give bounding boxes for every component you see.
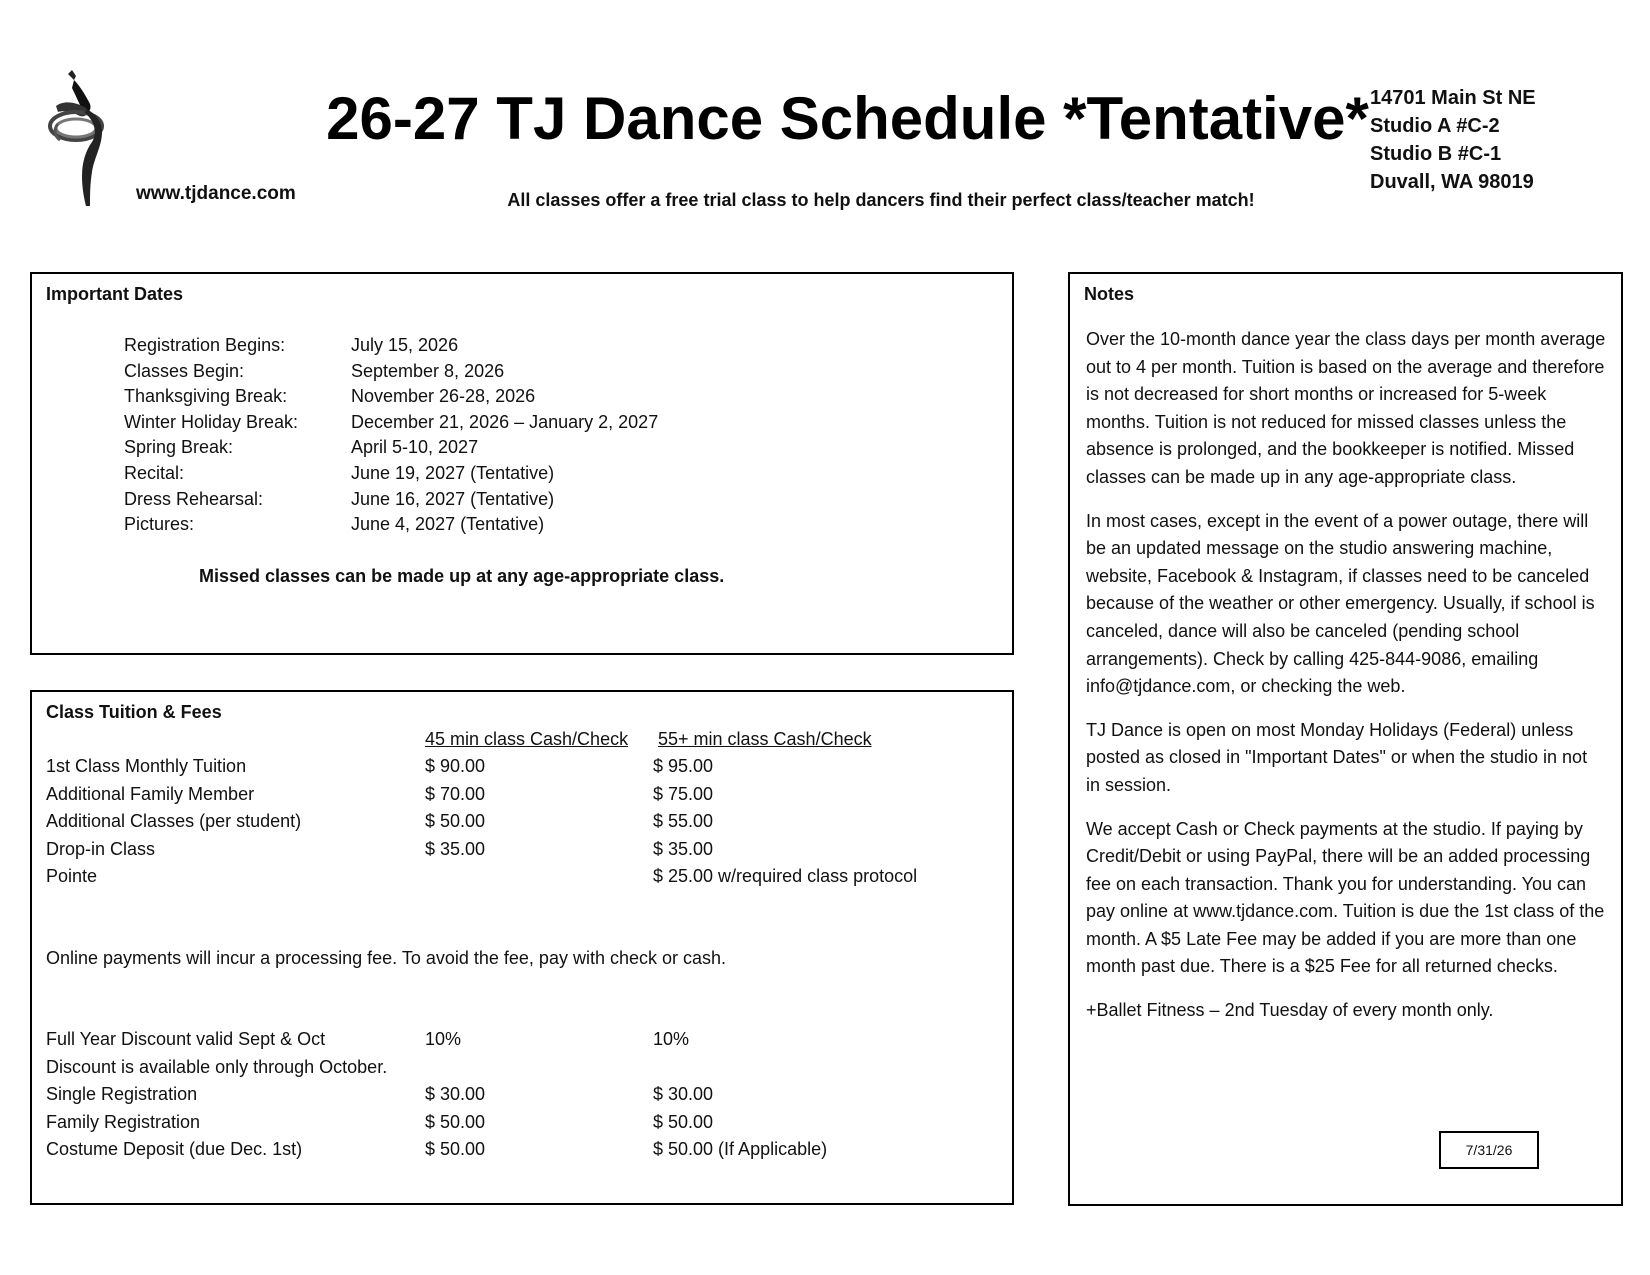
date-value: November 26-28, 2026 xyxy=(351,386,536,407)
fee-45min: $ 50.00 xyxy=(425,811,486,831)
fee-45min: $ 30.00 xyxy=(425,1084,486,1104)
tuition-row xyxy=(46,756,996,782)
date-label: Dress Rehearsal: xyxy=(124,488,264,509)
notes-panel xyxy=(1068,272,1623,1206)
date-label: Winter Holiday Break: xyxy=(124,411,299,432)
page-title: 26-27 TJ Dance Schedule *Tentative* xyxy=(326,85,1369,152)
tuition-heading: Class Tuition & Fees xyxy=(46,702,222,722)
tuition-row xyxy=(46,839,996,865)
tuition-column-headers xyxy=(46,729,996,755)
fee-55min: $ 55.00 xyxy=(653,811,714,831)
notes-paragraph: TJ Dance is open on most Monday Holidays (Federal) unless posted as closed in "Important Dates" or when the studio in not in session. xyxy=(1086,719,1588,795)
address-line: Studio A #C-2 xyxy=(1370,115,1500,137)
fee-label: Drop-in Class xyxy=(46,838,156,859)
date-label: Thanksgiving Break: xyxy=(124,386,288,407)
notes-heading: Notes xyxy=(1084,284,1135,304)
fee-row xyxy=(46,1112,996,1138)
date-row xyxy=(124,386,984,412)
tuition-row xyxy=(46,784,996,810)
date-label: Recital: xyxy=(124,463,185,483)
date-value: July 15, 2026 xyxy=(351,335,459,355)
important-dates-panel xyxy=(30,272,1014,655)
date-value: September 8, 2026 xyxy=(351,360,505,381)
online-payment-note: Online payments will incur a processing fee. To avoid the fee, pay with check or cash. xyxy=(46,948,727,968)
fee-55min: 10% xyxy=(653,1029,690,1049)
date-value: April 5-10, 2027 xyxy=(351,437,479,458)
address-line: Duvall, WA 98019 xyxy=(1370,171,1534,193)
fee-label: Family Registration xyxy=(46,1111,201,1132)
column-header-45min: 45 min class Cash/Check xyxy=(425,729,629,749)
fee-label: Additional Classes (per student) xyxy=(46,811,302,831)
date-row xyxy=(124,463,984,489)
date-row xyxy=(124,489,984,515)
fee-55min: $ 95.00 xyxy=(653,756,714,776)
date-value: June 4, 2027 (Tentative) xyxy=(351,514,545,535)
fee-45min: $ 70.00 xyxy=(425,783,486,804)
fee-label: 1st Class Monthly Tuition xyxy=(46,756,247,776)
date-value: December 21, 2026 – January 2, 2027 xyxy=(351,411,659,432)
missed-classes-note: Missed classes can be made up at any age-appropriate class. xyxy=(199,566,725,586)
fee-45min: $ 50.00 xyxy=(425,1111,486,1132)
fee-row xyxy=(46,1139,996,1165)
fee-55min: $ 35.00 xyxy=(653,838,714,859)
address-line: Studio B #C-1 xyxy=(1370,143,1502,165)
date-label: Pictures: xyxy=(124,514,195,535)
notes-paragraph: +Ballet Fitness – 2nd Tuesday of every month only. xyxy=(1086,1000,1494,1021)
column-header-55min: 55+ min class Cash/Check xyxy=(658,729,872,749)
fee-label: Full Year Discount valid Sept & Oct xyxy=(46,1029,326,1049)
date-row xyxy=(124,437,984,463)
date-row xyxy=(124,335,984,361)
date-label: Spring Break: xyxy=(124,437,234,458)
fee-45min: $ 90.00 xyxy=(425,756,486,776)
fee-45min: $ 50.00 xyxy=(425,1139,486,1159)
fee-label: Pointe xyxy=(46,866,98,886)
tuition-row xyxy=(46,866,996,892)
fee-label: Costume Deposit (due Dec. 1st) xyxy=(46,1139,303,1159)
date-label: Registration Begins: xyxy=(124,335,286,355)
fee-row xyxy=(46,1084,996,1110)
date-stamp: 7/31/26 xyxy=(1439,1131,1539,1169)
notes-paragraph: We accept Cash or Check payments at the studio. If paying by Credit/Debit or using PayPal, there will be an added processing fee on each transaction. Thank you for understanding. You can pay online at www.tjdance.com. Tuition is due the 1st class of the month. A $5 Late Fee may be added if you are more than one month past due. There is a $25 Fee for all returned checks. xyxy=(1086,818,1605,977)
notes-paragraph: In most cases, except in the event of a power outage, there will be an updated message on the studio answering machine, website, Facebook & Instagram, if classes need to be canceled because of the weather or other emergency. Usually, if school is canceled, dance will also be canceled (pending school arrangements). Check by calling 425-844-9086, emailing info@tjdance.com, or checking the web. xyxy=(1086,510,1595,697)
fee-55min: $ 50.00 xyxy=(653,1111,714,1132)
date-row xyxy=(124,514,984,540)
date-value: June 16, 2027 (Tentative) xyxy=(351,488,555,509)
tagline: All classes offer a free trial class to help dancers find their perfect class/teacher match! xyxy=(507,190,1255,210)
fee-45min: 10% xyxy=(425,1029,462,1049)
fee-label: Additional Family Member xyxy=(46,783,255,804)
fee-55min: $ 75.00 xyxy=(653,783,714,804)
tuition-panel xyxy=(30,690,1014,1205)
important-dates-heading: Important Dates xyxy=(46,284,184,304)
fee-55min: $ 25.00 w/required class protocol xyxy=(653,866,918,886)
fee-45min: $ 35.00 xyxy=(425,838,486,859)
date-value: June 19, 2027 (Tentative) xyxy=(351,463,555,483)
date-label: Classes Begin: xyxy=(124,360,245,381)
studio-address xyxy=(1370,84,1536,196)
date-row xyxy=(124,361,984,387)
notes-body xyxy=(1086,326,1606,1041)
fee-55min: $ 50.00 (If Applicable) xyxy=(653,1139,828,1159)
fee-row xyxy=(46,1057,996,1083)
date-row xyxy=(124,412,984,438)
fee-label: Single Registration xyxy=(46,1084,198,1104)
fee-row xyxy=(46,1029,996,1055)
fee-55min: $ 30.00 xyxy=(653,1084,714,1104)
fee-label: Discount is available only through October. xyxy=(46,1056,388,1077)
address-line: 14701 Main St NE xyxy=(1370,87,1536,109)
website-link[interactable]: www.tjdance.com xyxy=(136,183,296,204)
tuition-row xyxy=(46,811,996,837)
notes-paragraph: Over the 10-month dance year the class days per month average out to 4 per month. Tuition is based on the average and therefore is not decreased for short months or increased for 5-week months. Tuition is not reduced for missed classes unless the absence is prolonged, and the bookkeeper is notified. Missed classes can be made up in any age-appropriate class. xyxy=(1086,329,1606,487)
